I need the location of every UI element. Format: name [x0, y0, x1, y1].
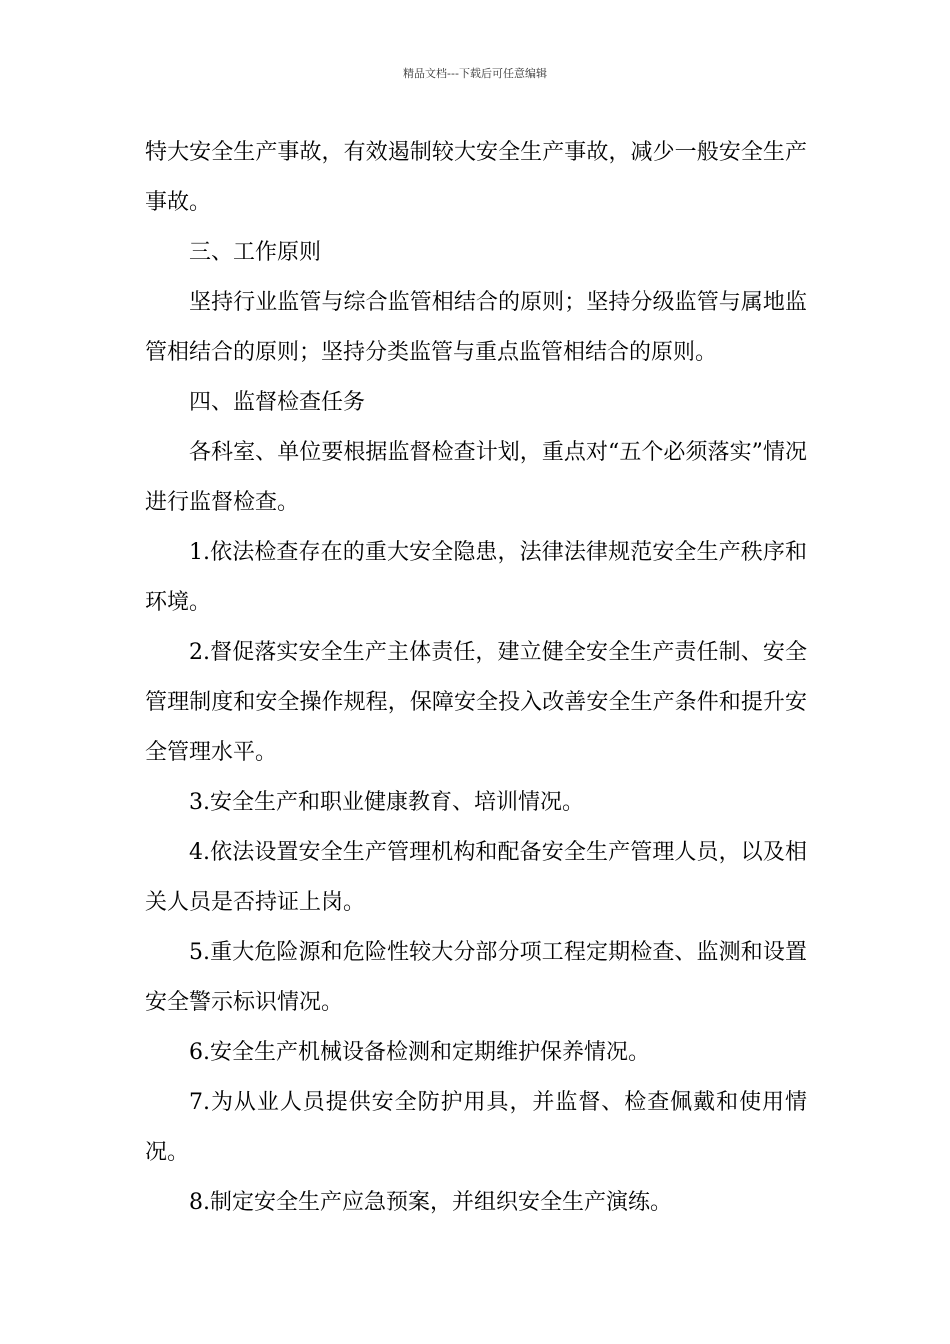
- paragraph-principles: 坚持行业监管与综合监管相结合的原则；坚持分级监管与属地监管相结合的原则；坚持分类监管与重点监管相结合的原则。: [145, 290, 807, 365]
- list-item-1: 1.依法检查存在的重大安全隐患，法律法律规范安全生产秩序和环境。: [145, 540, 807, 615]
- list-item-7: 7.为从业人员提供安全防护用具，并监督、检查佩戴和使用情况。: [145, 1090, 807, 1165]
- section-heading-principles: 三、工作原则: [189, 240, 322, 265]
- list-item-8: 8.制定安全生产应急预案，并组织安全生产演练。: [189, 1190, 672, 1215]
- list-item-5: 5.重大危险源和危险性较大分部分项工程定期检查、监测和设置安全警示标识情况。: [145, 940, 807, 1015]
- paragraph-1: 特大安全生产事故，有效遏制较大安全生产事故，减少一般安全生产事故。: [145, 140, 807, 215]
- list-item-6: 6.安全生产机械设备检测和定期维护保养情况。: [189, 1040, 650, 1065]
- document-body: [145, 128, 807, 1228]
- section-heading-tasks: 四、监督检查任务: [189, 390, 366, 415]
- list-item-4: 4.依法设置安全生产管理机构和配备安全生产管理人员，以及相关人员是否持证上岗。: [145, 840, 807, 915]
- page-header: 精品文档---下载后可任意编辑: [403, 67, 547, 80]
- paragraph-tasks-intro: 各科室、单位要根据监督检查计划，重点对“五个必须落实”情况进行监督检查。: [145, 440, 807, 515]
- list-item-2: 2.督促落实安全生产主体责任，建立健全安全生产责任制、安全管理制度和安全操作规程，保障安全投入改善安全生产条件和提升安全管理水平。: [145, 640, 807, 765]
- list-item-3: 3.安全生产和职业健康教育、培训情况。: [189, 790, 584, 815]
